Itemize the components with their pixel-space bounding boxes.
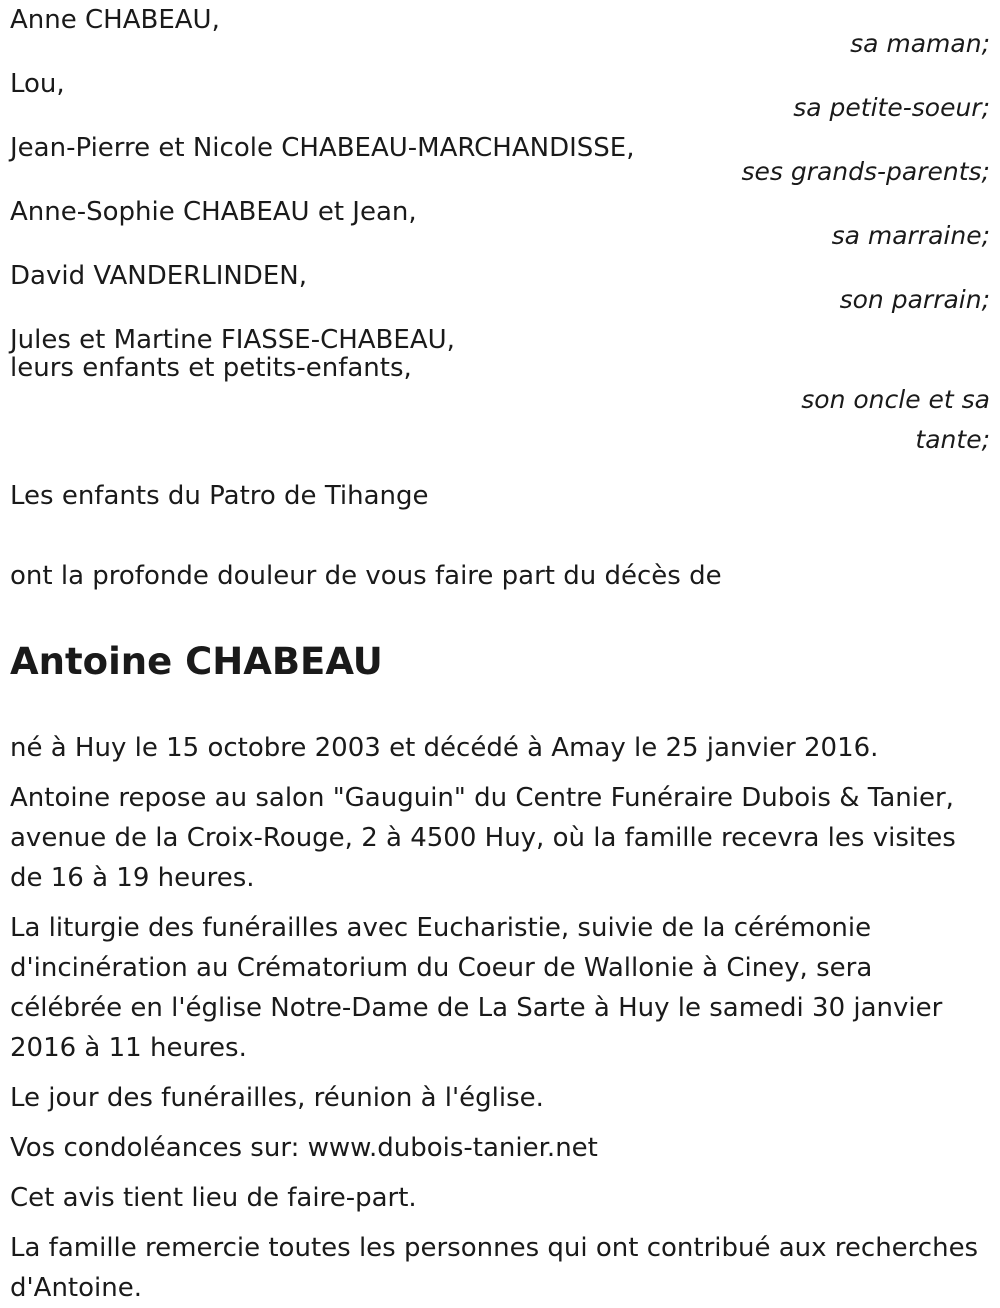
announcement-text: ont la profonde douleur de vous faire part du décès de	[10, 561, 722, 591]
family-member-relation: ses grands-parents;	[741, 157, 990, 186]
family-member-relation: sa maman;	[850, 29, 990, 58]
uncle-aunt-descendants: leurs enfants et petits-enfants,	[10, 353, 412, 383]
family-member-row	[10, 192, 990, 256]
patro-children: Les enfants du Patro de Tihange	[10, 481, 429, 511]
relation-line: son oncle et sa	[801, 385, 990, 414]
family-member-row	[10, 0, 990, 64]
family-member-name: Lou,	[10, 69, 65, 99]
thanks-paragraph: La famille remercie toutes les personnes qui ont contribué aux recherches d'Antoine.	[10, 1233, 979, 1303]
meeting-paragraph: Le jour des funérailles, réunion à l'église.	[10, 1083, 544, 1113]
uncle-aunt-row	[10, 320, 990, 460]
family-member-row	[10, 256, 990, 320]
deceased-name: Antoine CHABEAU	[10, 640, 383, 683]
birth-death-paragraph: né à Huy le 15 octobre 2003 et décédé à Amay le 25 janvier 2016.	[10, 733, 879, 763]
family-member-relation: son parrain;	[839, 285, 990, 314]
family-member-row	[10, 128, 990, 192]
relation-line: tante;	[915, 425, 990, 454]
condolences-paragraph: Vos condoléances sur: www.dubois-tanier.net	[10, 1133, 598, 1163]
family-member-name: Anne-Sophie CHABEAU et Jean,	[10, 197, 417, 227]
funeral-paragraph: La liturgie des funérailles avec Eucharistie, suivie de la cérémonie d'incinération au Crématorium du Coeur de Wallonie à Ciney, sera célébrée en l'église Notre-Dame de La Sarte à Huy le samedi 30 janvier 2016 à 11 heures.	[10, 913, 943, 1063]
visitation-paragraph: Antoine repose au salon "Gauguin" du Centre Funéraire Dubois & Tanier, avenue de la Croix-Rouge, 2 à 4500 Huy, où la famille recevra les visites de 16 à 19 heures.	[10, 783, 956, 893]
family-member-row	[10, 64, 990, 128]
uncle-aunt-relation	[10, 380, 990, 460]
obituary-notice	[10, 0, 990, 1308]
family-member-relation: sa marraine;	[831, 221, 990, 250]
family-member-name: Jean-Pierre et Nicole CHABEAU-MARCHANDISSE,	[10, 133, 635, 163]
family-member-relation: sa petite-soeur;	[793, 93, 990, 122]
notice-paragraph: Cet avis tient lieu de faire-part.	[10, 1183, 417, 1213]
family-member-name: David VANDERLINDEN,	[10, 261, 307, 291]
family-member-name: Anne CHABEAU,	[10, 5, 220, 35]
uncle-aunt-name: Jules et Martine FIASSE-CHABEAU,	[10, 325, 455, 355]
